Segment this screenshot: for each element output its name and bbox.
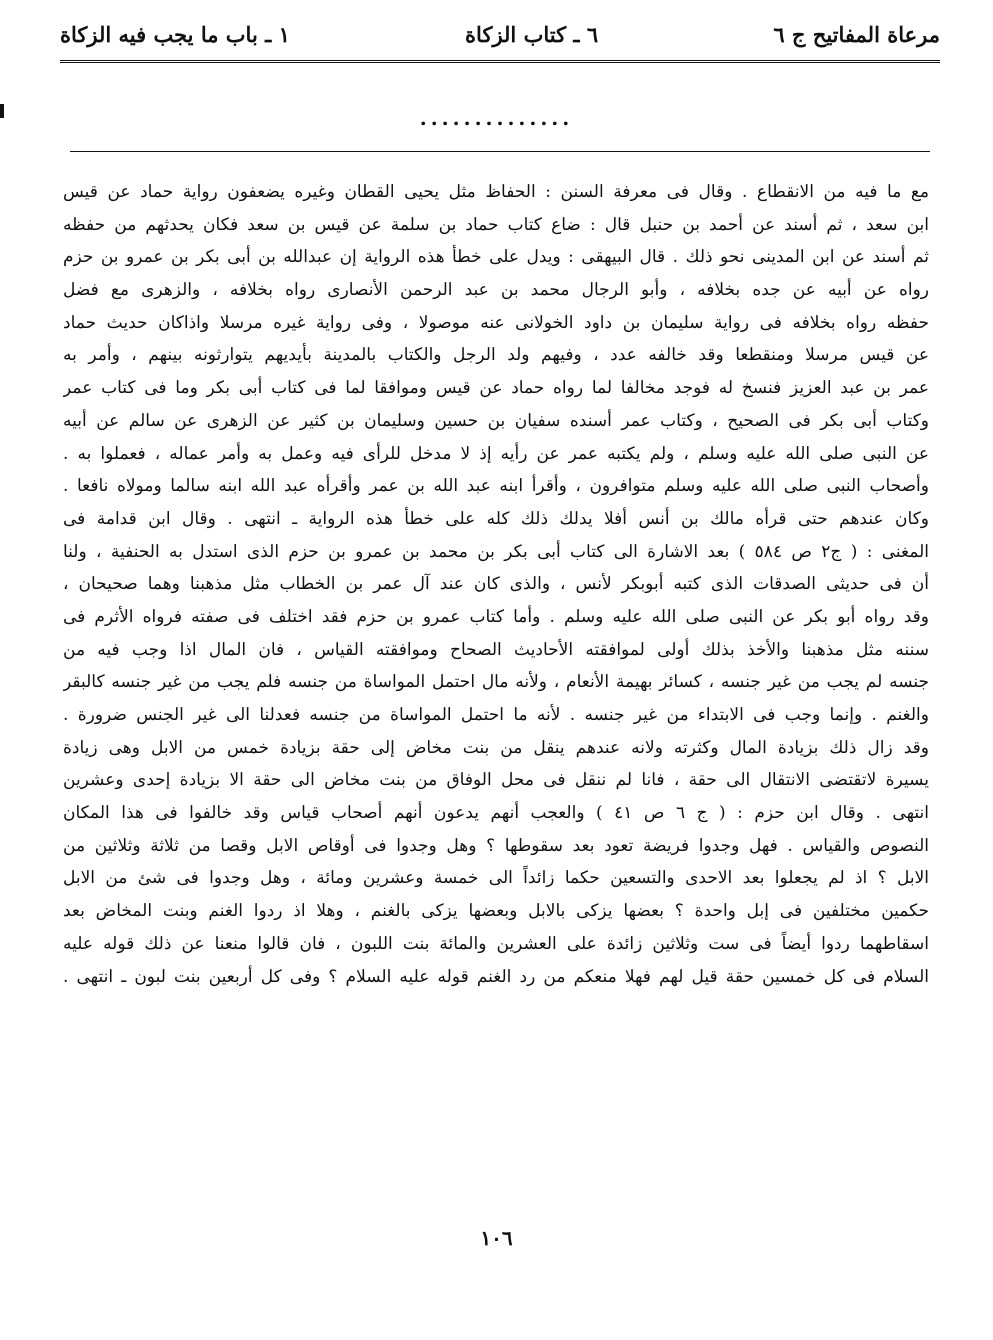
text-line: حفظه رواه بخلافه فى رواية سليمان بن داود الخولانى عنه موصولا ، وفى رواية غيره مرسلا واذاكان حديث حماد [63,312,929,333]
text-line: حكمين مختلفين فى إبل واحدة ؟ بعضها يزكى بالابل وبعضها يزكى بالغنم ، وهلا اذ ردوا الغنم وبنت المخاض بعد [63,901,929,922]
text-line: انتهى . وقال ابن حزم : ( ج ٦ ص ٤١ ) والعجب أنهم يدعون أنهم أصحاب قياس وقد خالفوا فى هذا المكان [63,803,929,824]
text-line: وقد زال ذلك بزيادة المال وكثرته ولانه عندهم ينقل من بنت مخاض إلى حقة بزيادة خمس من الابل وهى زيادة [63,737,929,758]
text-line: ابن سعد ، ثم أسند عن أحمد بن حنبل قال : ضاع كتاب حماد بن سلمة عن قيس بن سعد فكان يحدثهم من حفظه [63,214,929,235]
separator-rule [70,151,930,152]
text-line: وكان عندهم حتى قرأه مالك بن أنس أفلا يدلك ذلك كله على خطأ هذه الرواية ـ انتهى . وقال ابن قدامة فى [63,508,929,529]
text-line: والغنم . وإنما وجب فى الابتداء من غير جنسه . لأنه ما احتمل المواساة من جنسه فعدلنا الى غير الجنس ضرورة . [63,705,929,725]
text-line: عن النبى صلى الله عليه وسلم ، ولم يكتبه عمر عن رأيه إذ لا مدخل للرأى فيه وعمل به وأمر عماله ، فعملوا به . [63,443,929,464]
running-head-section: ١ ـ باب ما يجب فيه الزكاة [60,21,290,47]
text-line: ثم أسند عن ابن المدينى نحو ذلك . قال البيهقى : ويدل على خطأ هذه الرواية إن عبدالله بن أبى بكر بن عمرو بن حزم [63,247,929,268]
text-line: عن قيس مرسلا ومنقطعا وقد خالفه عدد ، وفيهم ولد الرجل والكتاب بالمدينة بأيديهم يتوارثونه بينهم ، وأمر به [63,345,929,366]
page-number: ١٠٦ [480,1226,513,1250]
text-line: وقد رواه أبو بكر عن النبى صلى الله عليه وسلم . وأما كتاب عمرو بن حزم فقد اختلف فى صفته فرواه الأثرم فى [63,606,929,627]
text-line: النصوص والقياس . فهل وجدوا فريضة تعود بعد سقوطها ؟ وهل وجدوا فى أوقاص الابل وقصا من ثلاثة وثلاثين من [63,835,929,856]
text-line: عمر بن عبد العزيز فنسخ له فوجد مخالفا لما رواه حماد عن قيس وموافقا لما فى كتاب أبى بكر وما فى كتاب عمر [63,378,929,399]
text-line: اسقاطهما ردوا أيضاً فى ست وثلاثين زائدة على العشرين والمائة بنت اللبون ، فان قالوا منعنا عن ذلك قوله عليه [63,933,929,954]
text-line: وكتاب أبى بكر فى الصحيح ، وكتاب عمر أسنده سفيان بن حسين وسليمان بن كثير عن الزهرى عن سالم عن أبيه [63,410,929,431]
text-line: يسيرة لاتقتضى الانتقال الى حقة ، فانا لم ننقل فى محل الوفاق من بنت مخاض الى حقة الا بزيادة إحدى وعشرين [63,770,929,791]
running-head [60,14,940,54]
text-line: الابل ؟ اذ لم يجعلوا بعد الاحدى والتسعين حكما زائداً الى خمسة وعشرين ومائة ، وهل وجدوا فى شئ من الابل [63,868,929,889]
header-rule [60,60,940,63]
ornament-dots: .............. [419,106,574,130]
text-line: سننه مثل مذهبنا والأخذ بذلك أولى لموافقته الأحاديث الصحاح وموافقته القياس ، فان المال اذا وجب فيه من [63,639,929,660]
text-line: المغنى : ( ج٢ ص ٥٨٤ ) بعد الاشارة الى كتاب أبى بكر بن محمد بن عمرو بن حزم الذى استدل به الحنفية ، ولنا [63,541,929,562]
text-line: رواه عن أبيه عن جده بخلافه ، وأبو الرجال محمد بن عبد الرحمن الأنصارى رواه بخلافه ، والزهرى مع فضل [63,280,929,301]
text-line: جنسه لم يجب من غير جنسه ، كسائر بهيمة الأنعام ، ولأنه مال احتمل المواساة من جنسه فلم يجب من غير جنسه كالبقر [63,672,929,693]
running-head-chapter: ٦ ـ كتاب الزكاة [465,21,599,47]
text-line: وأصحاب النبى صلى الله عليه وسلم متوافرون ، وأقرأ ابنه عبد الله بن عمر وأقرأه عبد الله ابنه سالما ومولاه نافعا . [63,476,929,497]
text-line: السلام فى كل خمسين حقة قيل لهم فهلا منعكم من رد الغنم قوله عليه السلام ؟ وفى كل أربعين بنت لبون ـ انتهى . [63,966,929,987]
text-line: مع ما فيه من الانقطاع . وقال فى معرفة السنن : الحفاظ مثل يحيى القطان وغيره يضعفون رواية حماد عن قيس [63,182,929,202]
text-line: أن فى حديثى الصدقات الذى كتبه أبوبكر لأنس ، والذى كان عند آل عمر بن الخطاب مثل مذهبنا وهما صحيحان ، [63,574,929,595]
running-head-book-title: مرعاة المفاتيح ج ٦ [773,21,940,47]
body-text [63,176,929,993]
